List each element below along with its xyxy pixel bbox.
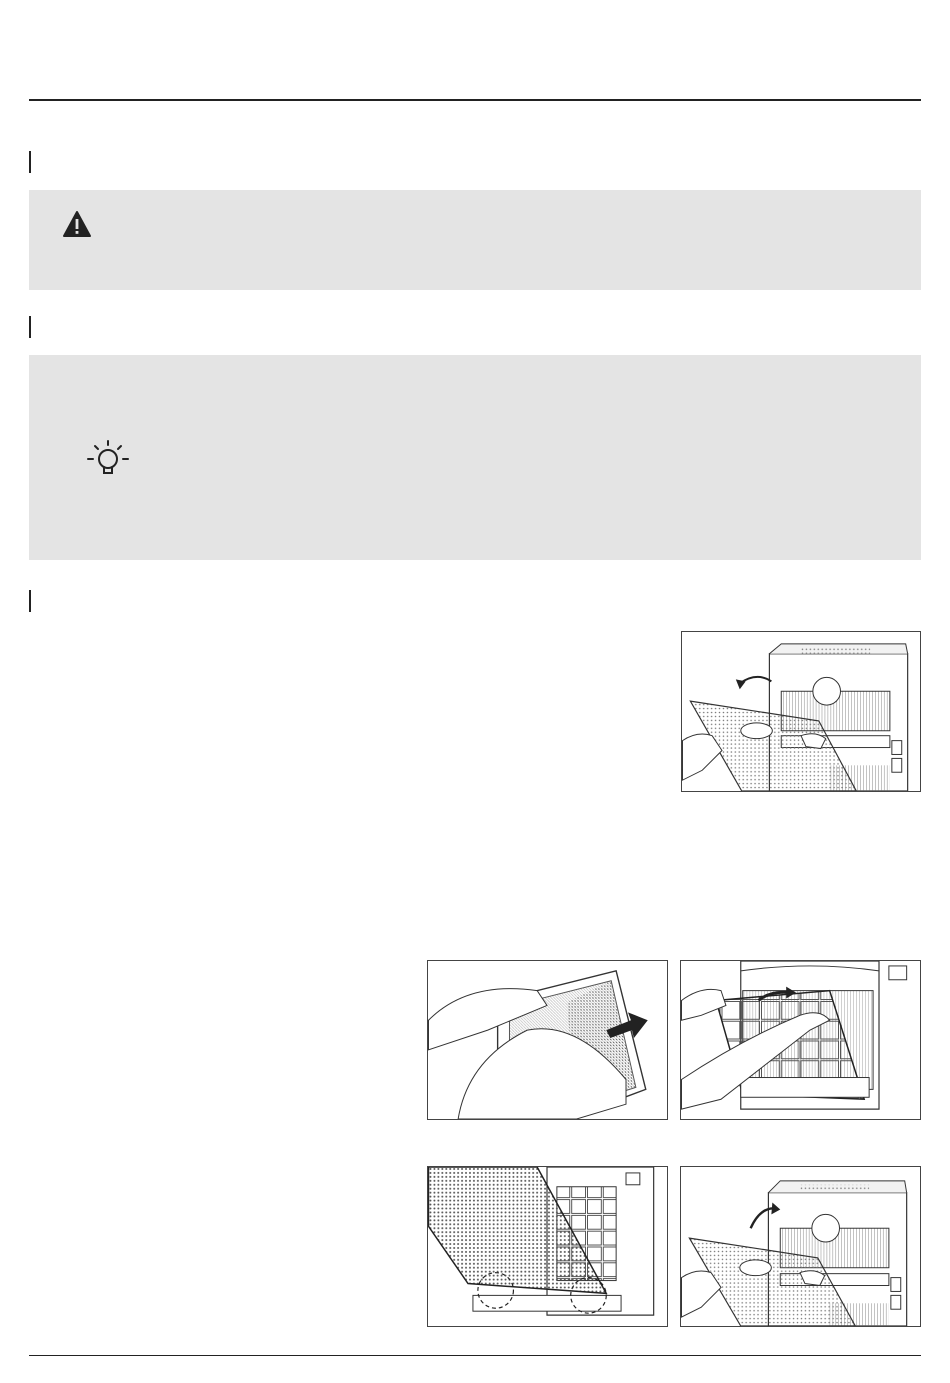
section-marker-1: [29, 151, 31, 173]
warning-triangle-icon: [62, 210, 92, 238]
lightbulb-icon: [83, 437, 133, 481]
figure-remove-front-panel: [681, 631, 921, 792]
header-rule: [29, 99, 921, 101]
figure-reattach-front-panel: [680, 1166, 921, 1327]
section-marker-3: [29, 590, 31, 612]
figure-pull-filter: [427, 960, 668, 1120]
section-marker-2: [29, 316, 31, 338]
tip-box: [29, 355, 921, 560]
figure-insert-filter: [680, 960, 921, 1120]
footer-rule: [29, 1355, 921, 1356]
figure-panel-tabs: [427, 1166, 668, 1327]
warning-box: [29, 190, 921, 290]
